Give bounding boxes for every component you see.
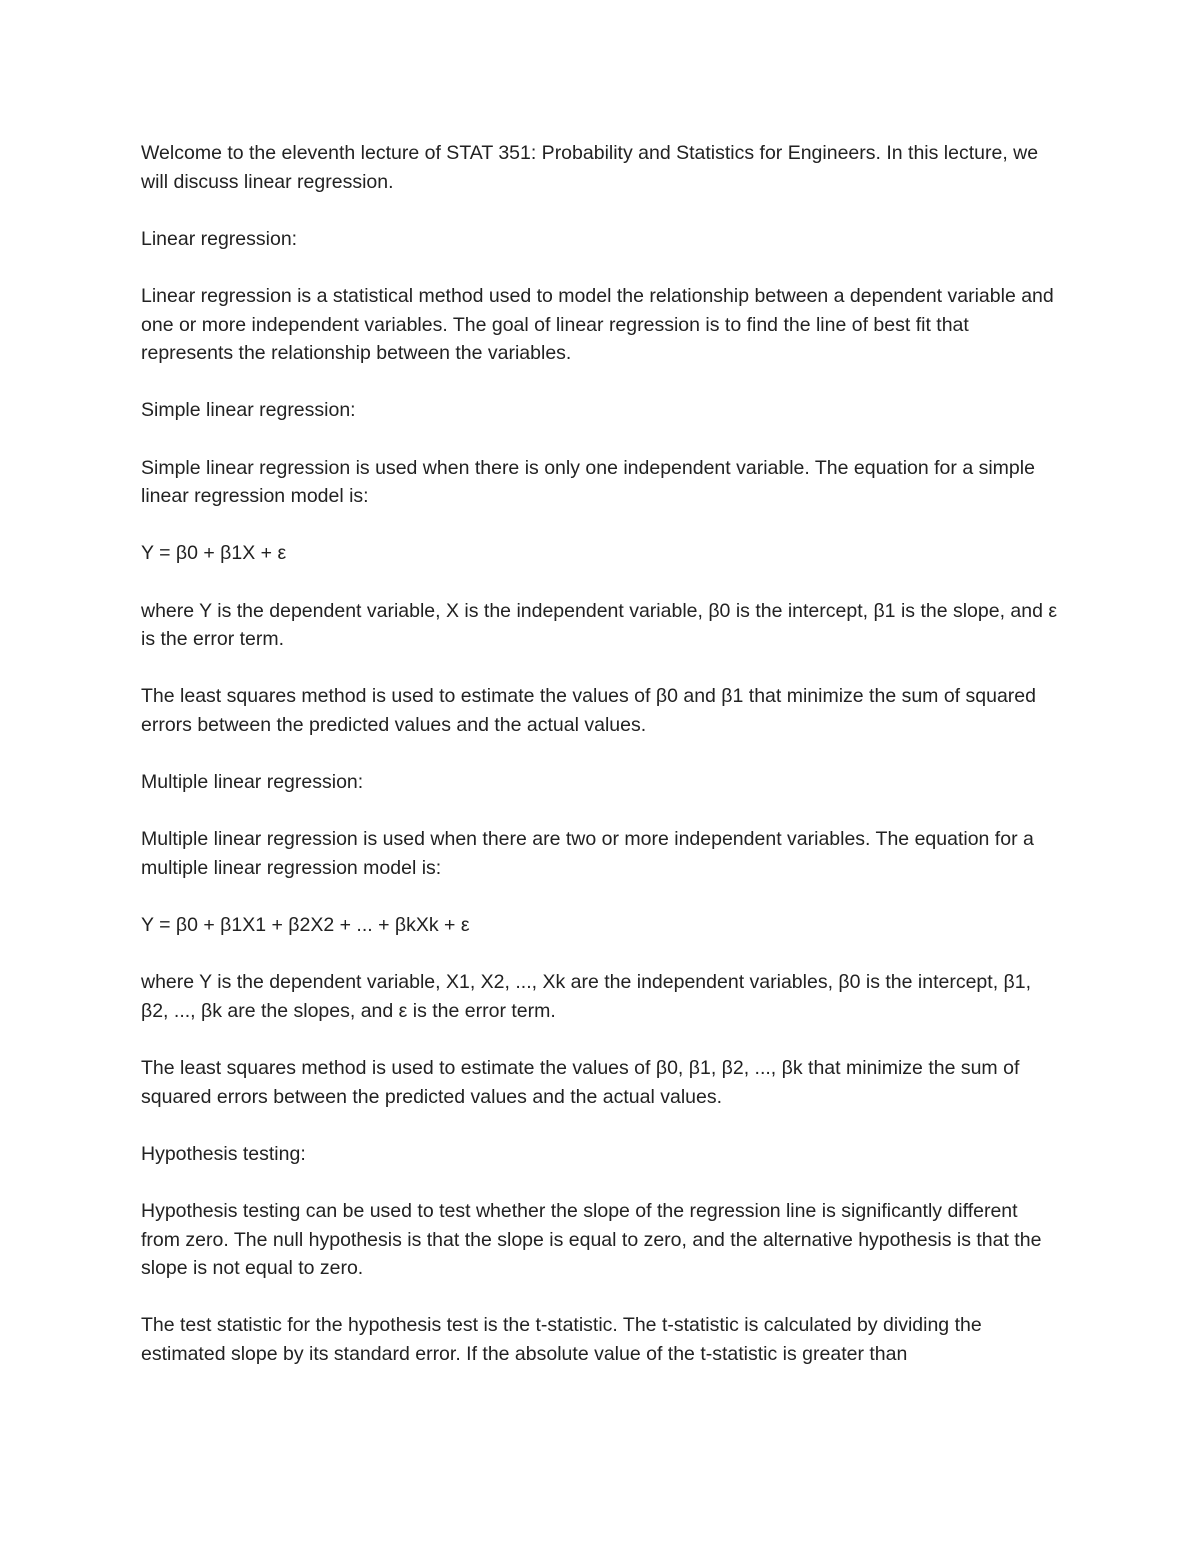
heading-simple-linear-regression: Simple linear regression: <box>141 399 356 422</box>
multiple-regression-equation: Y = β0 + β1X1 + β2X2 + ... + βkXk + ε <box>141 914 470 937</box>
least-squares-simple-paragraph: The least squares method is used to estimate the values of β0 and β1 that minimize the sum of squared errors between the predicted values and the actual values. <box>141 685 1036 736</box>
heading-linear-regression: Linear regression: <box>141 227 298 250</box>
simple-regression-definitions: where Y is the dependent variable, X is the independent variable, β0 is the intercept, β1 is the slope, and ε is the error term. <box>141 599 1058 651</box>
least-squares-multiple-paragraph: The least squares method is used to estimate the values of β0, β1, β2, ..., βk that minimize the sum of squared errors between the predicted values and the actual values. <box>141 1057 1020 1108</box>
simple-regression-equation: Y = β0 + β1X + ε <box>141 542 287 565</box>
document-body <box>141 139 1061 1397</box>
heading-hypothesis-testing: Hypothesis testing: <box>141 1142 306 1165</box>
t-statistic-paragraph: The test statistic for the hypothesis test is the t-statistic. The t-statistic is calculated by dividing the estimated slope by its standard error. If the absolute value of the t-statistic is greater than <box>141 1314 982 1365</box>
simple-linear-regression-paragraph: Simple linear regression is used when there is only one independent variable. The equation for a simple linear regression model is: <box>141 456 1035 508</box>
multiple-linear-regression-paragraph: Multiple linear regression is used when there are two or more independent variables. The equation for a multiple linear regression model is: <box>141 828 1034 879</box>
heading-multiple-linear-regression: Multiple linear regression: <box>141 771 364 794</box>
linear-regression-paragraph: Linear regression is a statistical method used to model the relationship between a dependent variable and one or more independent variables. The goal of linear regression is to find the line of best fit that represents the relationship between the variables. <box>141 284 1054 365</box>
hypothesis-testing-paragraph: Hypothesis testing can be used to test whether the slope of the regression line is significantly different from zero. The null hypothesis is that the slope is equal to zero, and the alternative hypothesis is that the slope is not equal to zero. <box>141 1199 1042 1280</box>
intro-paragraph: Welcome to the eleventh lecture of STAT 351: Probability and Statistics for Engineers. In this lecture, we will discuss linear regression. <box>141 142 1039 193</box>
multiple-regression-definitions: where Y is the dependent variable, X1, X2, ..., Xk are the independent variables, β0 is the intercept, β1, β2, ..., βk are the slopes, and ε is the error term. <box>141 971 1032 1022</box>
